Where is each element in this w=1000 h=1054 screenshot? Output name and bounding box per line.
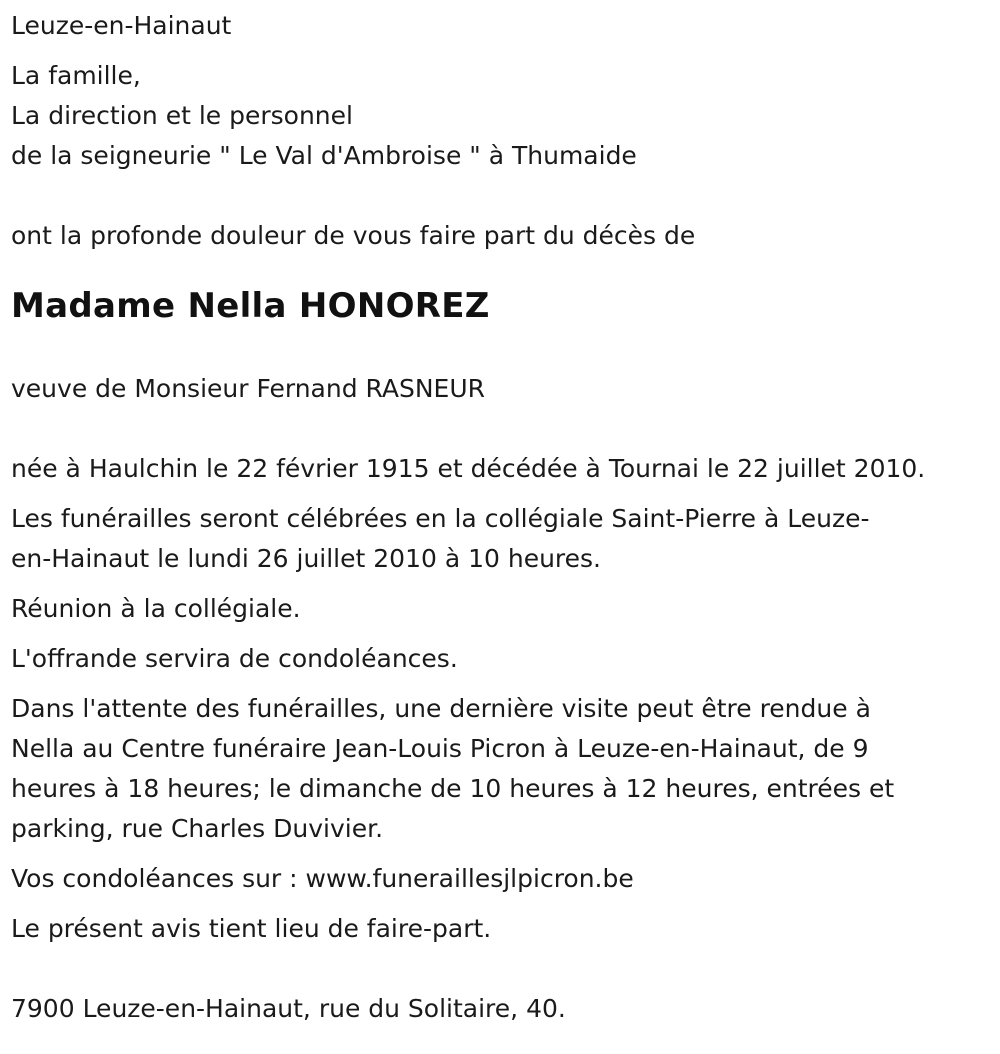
visit-line: Dans l'attente des funérailles, une dernière visite peut être rendue à [11, 694, 871, 723]
deceased-name: Madame Nella HONOREZ [11, 286, 490, 326]
funeral-paragraph [11, 499, 986, 579]
offering-text: L'offrande servira de condoléances. [11, 644, 458, 673]
visit-line: Nella au Centre funéraire Jean-Louis Picron à Leuze-en-Hainaut, de 9 [11, 734, 869, 763]
address-text: 7900 Leuze-en-Hainaut, rue du Solitaire, 40. [11, 994, 566, 1023]
family-line: de la seigneurie " Le Val d'Ambroise " à Thumaide [11, 141, 637, 170]
location-heading: Leuze-en-Hainaut [11, 11, 232, 40]
visit-line: heures à 18 heures; le dimanche de 10 heures à 12 heures, entrées et [11, 774, 895, 803]
birth-death-text: née à Haulchin le 22 février 1915 et décédée à Tournai le 22 juillet 2010. [11, 454, 926, 483]
obituary-notice [11, 0, 986, 1029]
family-block [11, 56, 986, 176]
funeral-line: en-Hainaut le lundi 26 juillet 2010 à 10 heures. [11, 544, 602, 573]
family-line: La famille, [11, 61, 141, 90]
visit-line: parking, rue Charles Duvivier. [11, 814, 384, 843]
meeting-text: Réunion à la collégiale. [11, 594, 301, 623]
announcement-text: ont la profonde douleur de vous faire part du décès de [11, 221, 696, 250]
funeral-line: Les funérailles seront célébrées en la collégiale Saint-Pierre à Leuze- [11, 504, 870, 533]
notice-note: Le présent avis tient lieu de faire-part. [11, 914, 492, 943]
visit-paragraph [11, 689, 986, 849]
family-line: La direction et le personnel [11, 101, 353, 130]
widow-of-text: veuve de Monsieur Fernand RASNEUR [11, 374, 486, 403]
condolences-text: Vos condoléances sur : www.funeraillesjlpicron.be [11, 864, 634, 893]
